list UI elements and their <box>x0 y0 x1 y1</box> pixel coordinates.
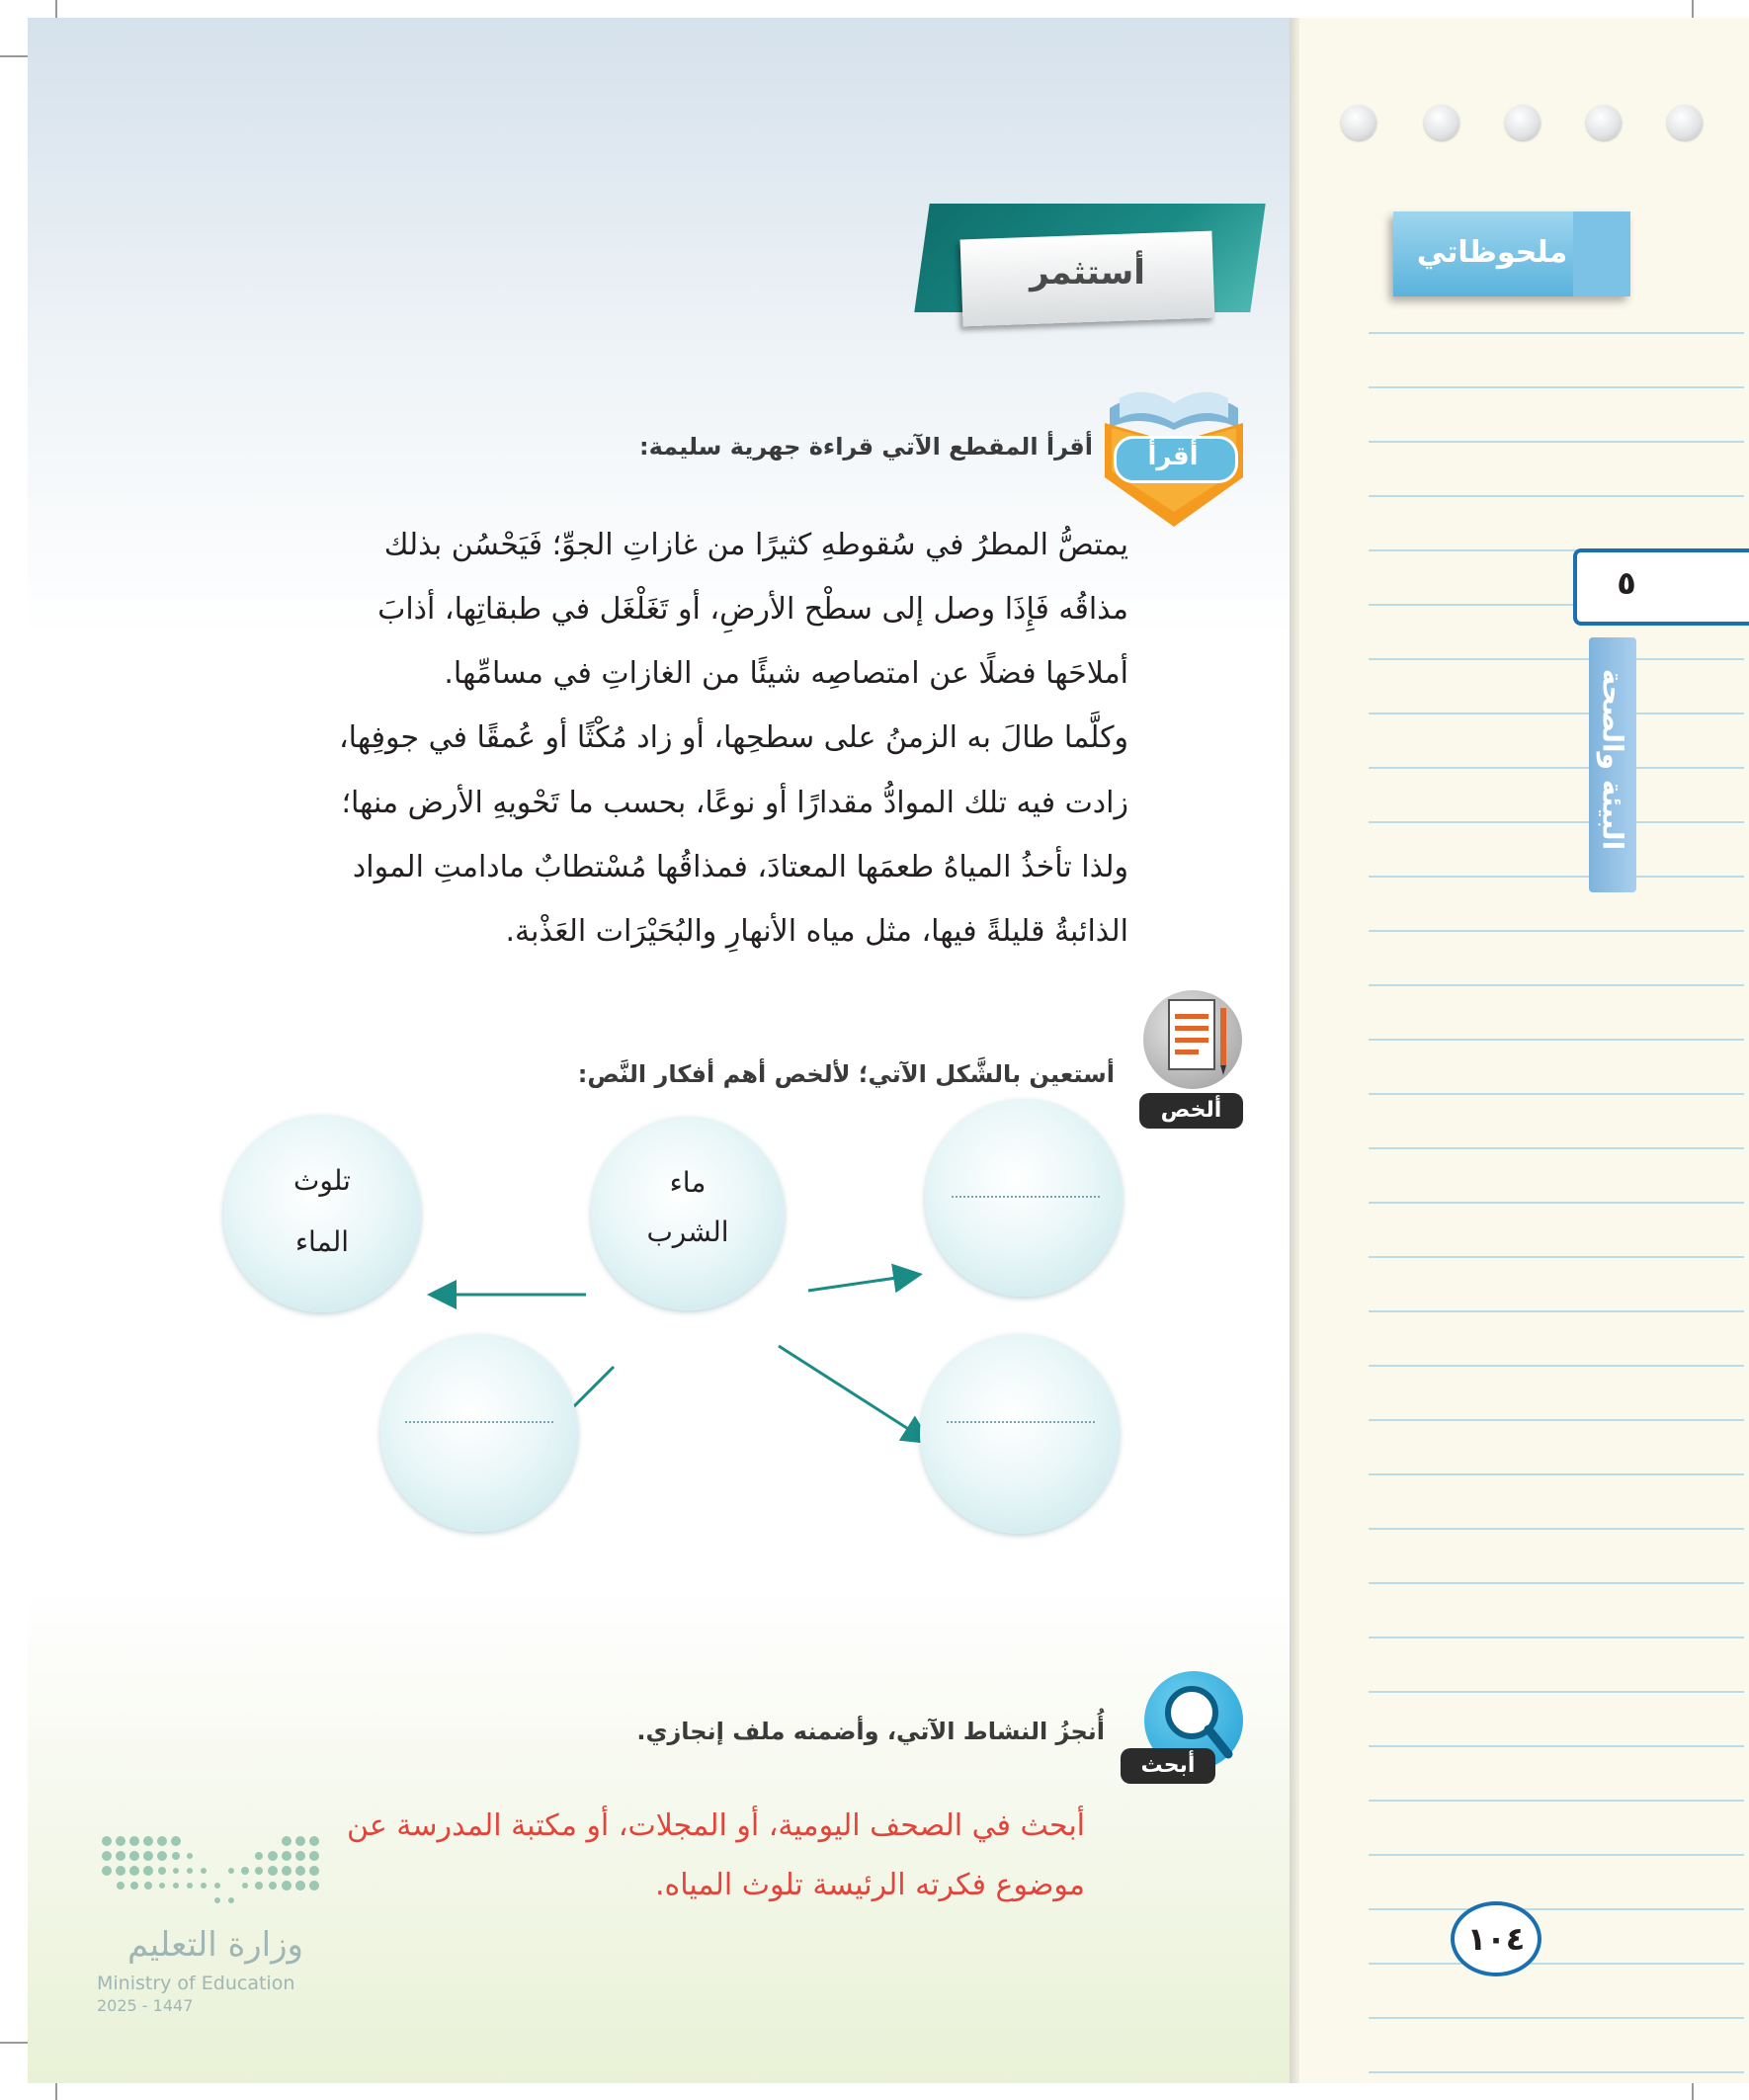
research-badge-label: أبحث <box>1140 1753 1196 1778</box>
read-badge-label: أقرأ <box>1147 442 1199 471</box>
ministry-name-en: Ministry of Education <box>97 1973 295 1994</box>
binder-hole <box>1505 105 1541 140</box>
bottom-left-circle[interactable] <box>380 1334 578 1532</box>
page-number: ١٠٤ <box>1466 1920 1526 1958</box>
paragraph-line: مذاقُه فَإِذَا وصل إلى سطْح الأرضِ، أو تَغَلْغَل في طبقاتِها، أذابَ <box>377 592 1128 627</box>
ministry-dots-logo <box>97 1826 334 1915</box>
ruled-line <box>1369 1745 1744 1747</box>
left-circle <box>223 1115 421 1312</box>
research-badge <box>1115 1663 1253 1792</box>
summarize-badge-label: ألخص <box>1160 1098 1222 1123</box>
ruled-line <box>1369 1202 1744 1204</box>
notes-title-stripe <box>1573 211 1630 296</box>
ruled-line <box>1369 821 1744 823</box>
paragraph-line: أملاحَها فضلًا عن امتصاصِه شيئًا من الغازاتِ في مسامِّها. <box>444 656 1128 691</box>
ruled-line <box>1369 1093 1744 1095</box>
ruled-line <box>1369 1800 1744 1802</box>
ruled-line <box>1369 1419 1744 1421</box>
ruled-line <box>1369 1854 1744 1856</box>
ruled-line <box>1369 984 1744 986</box>
research-task-line1: أبحث في الصحف اليومية، أو المجلات، أو مكتبة المدرسة عن <box>347 1808 1085 1843</box>
ruled-line <box>1369 386 1744 388</box>
section-banner <box>922 204 1258 322</box>
ruled-line <box>1369 1256 1744 1258</box>
unit-title: البيئة والصحة <box>1596 668 1629 851</box>
ruled-line <box>1369 930 1744 932</box>
ruled-line <box>1369 1908 1744 1910</box>
unit-title-tab <box>1589 637 1636 892</box>
center-circle-line2: الشرب <box>646 1216 729 1248</box>
arrow-to-top-right <box>808 1275 917 1291</box>
section-title: أستثمر <box>1030 253 1145 293</box>
research-task-line2: موضوع فكرته الرئيسة تلوث المياه. <box>654 1868 1085 1902</box>
ruled-line <box>1369 1528 1744 1530</box>
page-main <box>28 18 1292 2083</box>
ruled-line <box>1369 332 1744 334</box>
ruled-line <box>1369 1473 1744 1475</box>
ruled-line <box>1369 1582 1744 1584</box>
ministry-logo <box>97 1826 344 2024</box>
left-circle-line2: الماء <box>294 1225 350 1258</box>
read-instruction: أقرأ المقطع الآتي قراءة جهرية سليمة: <box>638 433 1093 461</box>
ruled-line <box>1369 1637 1744 1638</box>
ruled-line <box>1369 1039 1744 1041</box>
read-badge <box>1100 369 1248 527</box>
paragraph-line: يمتصُّ المطرُ في سُقوطهِ كثيرًا من غازاتِ الجوِّ؛ فَيَحْسُن بذلك <box>383 528 1128 562</box>
ministry-name-ar: وزارة التعليم <box>127 1925 303 1965</box>
research-instruction: أُنجزُ النشاط الآتي، وأضمنه ملف إنجازي. <box>636 1718 1105 1745</box>
left-circle-line1: تلوث <box>293 1164 351 1197</box>
ruled-line <box>1369 2071 1744 2073</box>
binder-hole <box>1424 105 1459 140</box>
paragraph-line: الذائبةُ قليلةً فيها، مثل مياه الأنهارِ والبُحَيْرَات العَذْبة. <box>505 914 1128 949</box>
ruled-line <box>1369 658 1744 660</box>
ruled-line <box>1369 495 1744 497</box>
bottom-right-circle[interactable] <box>920 1334 1120 1534</box>
binder-hole <box>1586 105 1622 140</box>
ruled-line <box>1369 1691 1744 1693</box>
ruled-line <box>1369 1147 1744 1149</box>
paragraph-line: ولذا تأخذُ المياهُ طعمَها المعتادَ، فمذاقُها مُسْتطابٌ مادامتِ المواد <box>352 850 1128 884</box>
edition-year: 2025 - 1447 <box>97 1996 194 2015</box>
page-number-oval <box>1451 1901 1541 1976</box>
arrow-to-bottom-right <box>779 1346 927 1441</box>
notes-sidebar <box>1290 18 1749 2083</box>
center-circle <box>591 1117 785 1310</box>
ruled-line <box>1369 2017 1744 2019</box>
paragraph-line: زادت فيه تلك الموادُّ مقدارًا أو نوعًا، بحسب ما تَحْويهِ الأرض منها؛ <box>341 786 1128 820</box>
ruled-line <box>1369 713 1744 714</box>
ruled-line <box>1369 1365 1744 1367</box>
ruled-line <box>1369 876 1744 878</box>
document-icon <box>1139 986 1248 1095</box>
notes-title-tab <box>1393 211 1630 296</box>
ruled-line <box>1369 767 1744 769</box>
answer-blank[interactable] <box>405 1421 553 1423</box>
answer-blank[interactable] <box>947 1421 1095 1423</box>
binder-hole <box>1341 105 1376 140</box>
answer-blank[interactable] <box>952 1196 1100 1198</box>
unit-number: ٥ <box>1617 564 1636 602</box>
ruled-line <box>1369 1310 1744 1312</box>
top-right-circle[interactable] <box>925 1099 1123 1297</box>
notes-title: ملحوظاتي <box>1416 235 1568 270</box>
paragraph-line: وكلَّما طالَ به الزمنُ على سطحِها، أو زاد مُكْثًا أو عُمقًا في جوفِها، <box>339 720 1128 755</box>
binder-hole <box>1667 105 1703 140</box>
unit-number-box <box>1573 548 1749 626</box>
notes-edge <box>1290 18 1299 2083</box>
summarize-instruction: أستعين بالشَّكل الآتي؛ لألخص أهم أفكار النَّص: <box>577 1060 1115 1088</box>
center-circle-line1: ماء <box>669 1166 707 1199</box>
ruled-line <box>1369 1963 1744 1965</box>
ruled-line <box>1369 441 1744 443</box>
